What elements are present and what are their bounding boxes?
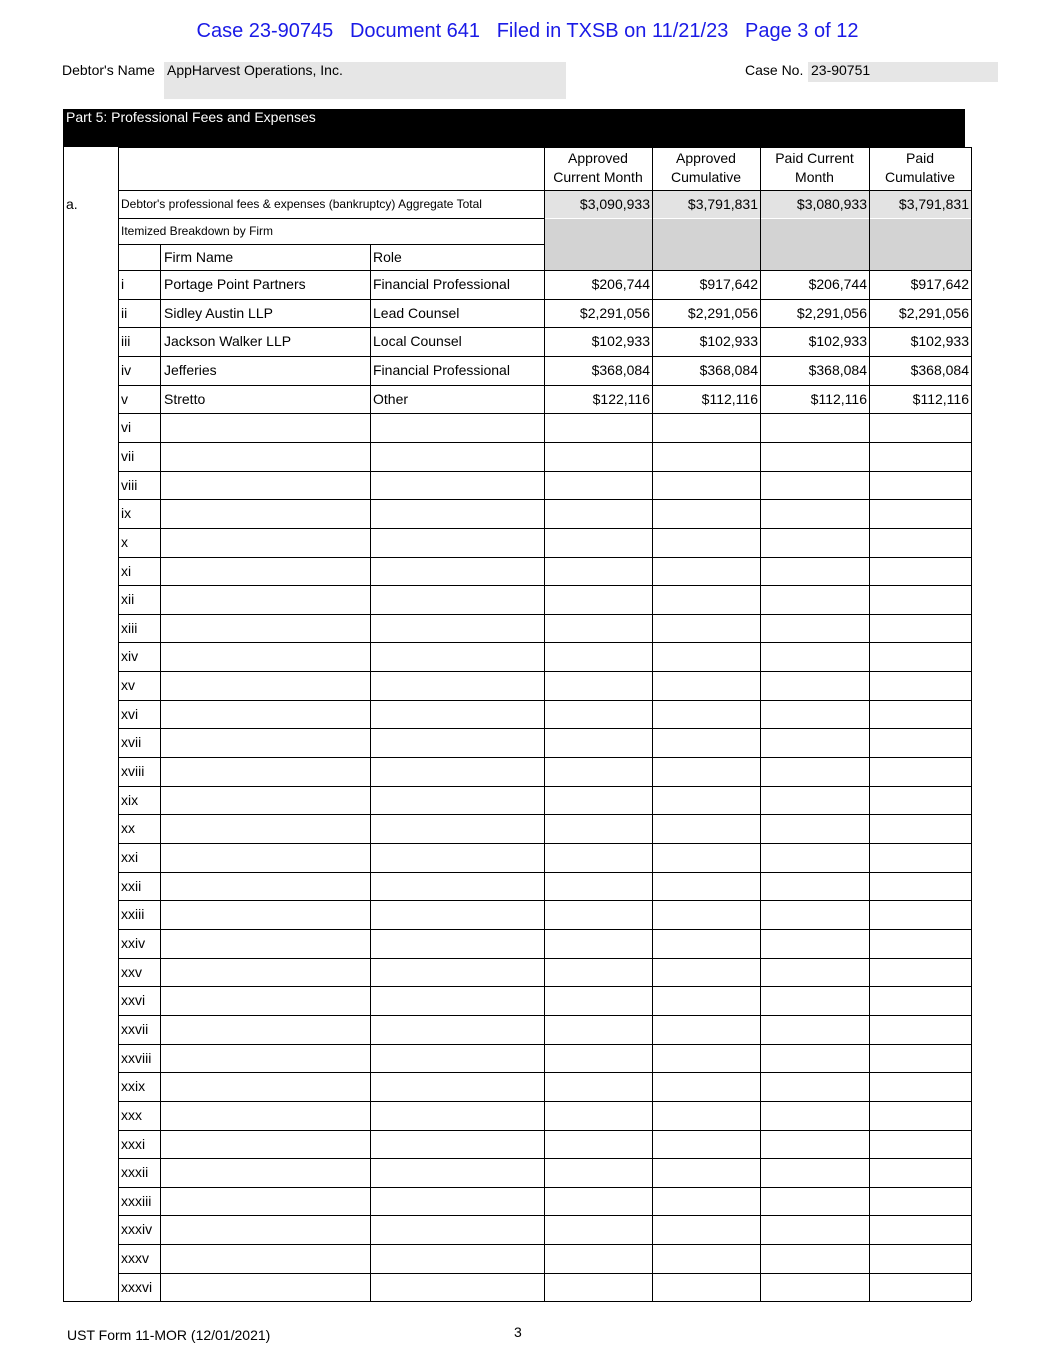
row-line-32	[118, 1187, 971, 1188]
approved-cumulative-value: $2,291,056	[687, 305, 758, 321]
paid-current-value: $102,933	[808, 333, 867, 349]
row-line-9	[118, 528, 971, 529]
firm-role: Lead Counsel	[373, 305, 460, 321]
table-aggregate-line	[118, 218, 544, 219]
itemized-shade	[544, 219, 971, 270]
row-line-11	[118, 585, 971, 586]
paid-current-value: $368,084	[808, 362, 867, 378]
row-number: xxvii	[121, 1021, 149, 1037]
form-footer: UST Form 11-MOR (12/01/2021)	[67, 1327, 271, 1343]
row-number: vii	[121, 448, 135, 464]
row-number: xx	[121, 820, 135, 836]
row-line-33	[118, 1215, 971, 1216]
table-col-line-role	[370, 244, 371, 1301]
row-line-12	[118, 614, 971, 615]
row-number: xxx	[121, 1107, 142, 1123]
paid-current-value: $2,291,056	[796, 305, 867, 321]
col-approved-current-month	[544, 149, 652, 187]
firm-name-header: Firm Name	[164, 249, 234, 265]
row-number: xxxvi	[121, 1279, 153, 1295]
col-approved-cumulative-line2: Cumulative	[670, 169, 742, 185]
aggregate-paid-cumulative: $3,791,831	[898, 196, 969, 212]
table-col-line-firm	[160, 244, 161, 1301]
row-number: xxiv	[121, 935, 146, 951]
row-number: xxxiv	[121, 1221, 153, 1237]
row-line-17	[118, 757, 971, 758]
row-line-31	[118, 1158, 971, 1159]
table-top-line	[118, 147, 971, 148]
approved-current-value: $122,116	[592, 391, 650, 407]
firm-role: Other	[373, 391, 409, 407]
paid-cumulative-value: $2,291,056	[898, 305, 969, 321]
col-approved-cumulative	[652, 149, 760, 187]
paid-cumulative-value: $917,642	[910, 276, 969, 292]
part-5-title-bar	[63, 109, 965, 147]
debtor-name-field: AppHarvest Operations, Inc.	[164, 62, 566, 99]
row-number: xiv	[121, 648, 139, 664]
row-line-27	[118, 1044, 971, 1045]
row-line-13	[118, 642, 971, 643]
row-line-7	[118, 471, 971, 472]
row-number: x	[121, 534, 128, 550]
row-line-22	[118, 900, 971, 901]
col-approved-current-line2: Current Month	[553, 169, 643, 185]
row-line-14	[118, 671, 971, 672]
firm-name: Sidley Austin LLP	[164, 305, 273, 321]
row-number: iv	[121, 362, 132, 378]
paid-current-value: $206,744	[808, 276, 867, 292]
row-line-28	[118, 1072, 971, 1073]
aggregate-item-label: a.	[66, 196, 78, 212]
approved-cumulative-value: $102,933	[699, 333, 758, 349]
row-line-30	[118, 1130, 971, 1131]
table-border-item	[118, 147, 119, 1301]
firm-role: Financial Professional	[373, 362, 510, 378]
page-number: 3	[514, 1324, 522, 1340]
row-number: xvi	[121, 706, 139, 722]
col-paid-current-line1: Paid Current	[775, 150, 854, 166]
aggregate-description: Debtor's professional fees & expenses (bankruptcy) Aggregate Total	[121, 197, 482, 211]
row-number: xxiii	[121, 906, 145, 922]
approved-current-value: $368,084	[591, 362, 650, 378]
row-line-6	[118, 442, 971, 443]
part-5-title: Part 5: Professional Fees and Expenses	[66, 109, 316, 125]
paid-current-value: $112,116	[810, 391, 867, 407]
col-approved-current-line1: Approved	[568, 150, 628, 166]
row-number: xxix	[121, 1078, 146, 1094]
row-number: vi	[121, 419, 132, 435]
firm-name: Portage Point Partners	[164, 276, 306, 292]
row-line-23	[118, 929, 971, 930]
firm-name: Stretto	[164, 391, 206, 407]
row-number: iii	[121, 333, 131, 349]
row-line-8	[118, 499, 971, 500]
row-number: xxxv	[121, 1250, 149, 1266]
col-paid-cumulative-line2: Cumulative	[884, 169, 956, 185]
paid-cumulative-value: $368,084	[910, 362, 969, 378]
row-number: ix	[121, 505, 132, 521]
col-paid-current-line2: Month	[795, 169, 834, 185]
table-border-right	[971, 147, 972, 1301]
table-itemized-line	[118, 244, 544, 245]
firm-name: Jackson Walker LLP	[164, 333, 292, 349]
table-bottom-line	[63, 1301, 971, 1302]
paid-cumulative-value: $102,933	[910, 333, 969, 349]
approved-current-value: $2,291,056	[579, 305, 650, 321]
aggregate-approved-current: $3,090,933	[579, 196, 650, 212]
row-number: xxv	[121, 964, 142, 980]
row-number: xxxi	[121, 1136, 146, 1152]
aggregate-paid-current: $3,080,933	[796, 196, 867, 212]
row-line-34	[118, 1244, 971, 1245]
row-number: xix	[121, 792, 139, 808]
row-line-20	[118, 843, 971, 844]
row-number: xxxii	[121, 1164, 149, 1180]
paid-cumulative-value: $112,116	[912, 391, 969, 407]
approved-cumulative-value: $112,116	[701, 391, 758, 407]
row-line-29	[118, 1101, 971, 1102]
firm-role: Financial Professional	[373, 276, 510, 292]
row-number: ii	[121, 305, 128, 321]
row-line-35	[118, 1273, 971, 1274]
row-number: xxxiii	[121, 1193, 152, 1209]
row-line-10	[118, 557, 971, 558]
approved-cumulative-value: $368,084	[699, 362, 758, 378]
row-number: i	[121, 276, 125, 292]
row-number: xiii	[121, 620, 138, 636]
table-header-line	[118, 190, 971, 191]
firm-name: Jefferies	[164, 362, 217, 378]
row-number: xvii	[121, 734, 142, 750]
firm-role: Local Counsel	[373, 333, 462, 349]
row-number: xii	[121, 591, 135, 607]
row-line-21	[118, 872, 971, 873]
debtor-name-label: Debtor's Name	[62, 62, 155, 78]
row-number: xi	[121, 563, 132, 579]
row-number: viii	[121, 477, 138, 493]
row-line-19	[118, 814, 971, 815]
row-line-25	[118, 986, 971, 987]
row-number: xxvi	[121, 992, 146, 1008]
row-number: xxi	[121, 849, 139, 865]
itemized-breakdown-label: Itemized Breakdown by Firm	[121, 224, 274, 238]
approved-current-value: $206,744	[591, 276, 650, 292]
row-number: xviii	[121, 763, 145, 779]
col-paid-cumulative	[869, 149, 971, 187]
approved-current-value: $102,933	[591, 333, 650, 349]
case-number-label: Case No.	[745, 62, 804, 78]
court-filing-stamp: Case 23-90745 Document 641 Filed in TXSB on 11/21/23 Page 3 of 12	[196, 20, 859, 42]
row-number: xxii	[121, 878, 142, 894]
row-line-24	[118, 958, 971, 959]
role-header: Role	[373, 249, 402, 265]
row-number: xv	[121, 677, 135, 693]
aggregate-approved-cumulative: $3,791,831	[687, 196, 758, 212]
row-line-18	[118, 786, 971, 787]
col-paid-cumulative-line1: Paid	[905, 150, 935, 166]
row-number: v	[121, 391, 128, 407]
row-line-26	[118, 1015, 971, 1016]
approved-cumulative-value: $917,642	[699, 276, 758, 292]
row-line-16	[118, 728, 971, 729]
case-number-field: 23-90751	[808, 62, 998, 82]
col-approved-cumulative-line1: Approved	[676, 150, 736, 166]
row-line-15	[118, 700, 971, 701]
col-paid-current-month	[760, 149, 869, 187]
row-number: xxviii	[121, 1050, 152, 1066]
row-line-5	[118, 413, 971, 414]
table-border-left	[63, 147, 64, 1301]
